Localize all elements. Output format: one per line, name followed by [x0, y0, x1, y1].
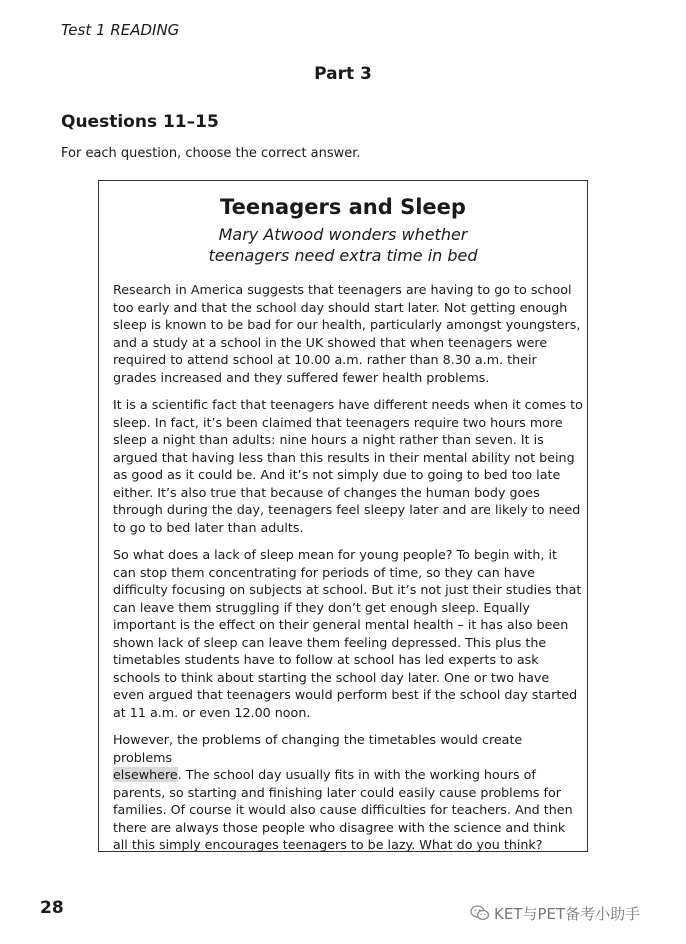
watermark	[470, 903, 640, 924]
page-number: 28	[40, 898, 64, 918]
subtitle-line-2: teenagers need extra time in bed	[208, 246, 478, 265]
page-header: Test 1 READING	[61, 21, 180, 39]
article-subtitle	[99, 224, 587, 266]
article-paragraph-4	[113, 731, 583, 854]
subtitle-line-1: Mary Atwood wonders whether	[218, 225, 468, 244]
part-title: Part 3	[314, 64, 372, 84]
article-paragraph-3: So what does a lack of sleep mean for young people? To begin with, it can stop them concentrating for periods of time, so they can have difficulty focusing on subjects at school. But it’s not just their studies that can leave them struggling if they don’t get enough sleep. Equally important is the effect on their general mental health – it has also been shown lack of sleep can leave them feeling depressed. This plus the timetables students have to follow at school has led experts to ask schools to think about starting the school day later. One or two have even argued that teenagers would perform best if the school day started at 11 a.m. or even 12.00 noon.	[113, 547, 582, 720]
paragraph-4-rest: . The school day usually fits in with the working hours of parents, so starting and finishing later could easily cause problems for families. Of course it would also cause difficulties for teachers. And then there are always those people who disagree with the science and think all this simply encourages teenagers to be lazy. What do you think?	[113, 767, 573, 852]
watermark-text: KET与PET备考小助手	[494, 905, 641, 923]
paragraph-4-start: However, the problems of changing the timetables would create problems	[113, 732, 523, 765]
article-title: Teenagers and Sleep	[220, 195, 466, 219]
article-paragraph-2: It is a scientific fact that teenagers have different needs when it comes to sleep. In fact, it’s been claimed that teenagers require two hours more sleep a night than adults: nine hours a night rather than seven. It is argued that having less than this results in their mental ability not being as good as it could be. And it’s not simply due to going to bed too late either. It’s also true that because of changes the human body goes through during the day, teenagers feel sleepy later and are likely to need to go to bed later than adults.	[113, 397, 583, 535]
article-box	[98, 180, 588, 852]
highlighted-word: elsewhere	[113, 767, 178, 782]
article-body	[113, 281, 583, 864]
article-paragraph-1: Research in America suggests that teenagers are having to go to school too early and that the school day should start later. Not getting enough sleep is known to be bad for our health, particularly amongst youngsters, and a study at a school in the UK showed that when teenagers were required to attend school at 10.00 a.m. rather than 8.30 a.m. their grades increased and they suffered fewer health problems.	[113, 282, 581, 385]
wechat-icon	[470, 905, 490, 921]
questions-title: Questions 11–15	[61, 112, 219, 132]
instruction-text: For each question, choose the correct answer.	[61, 146, 361, 161]
